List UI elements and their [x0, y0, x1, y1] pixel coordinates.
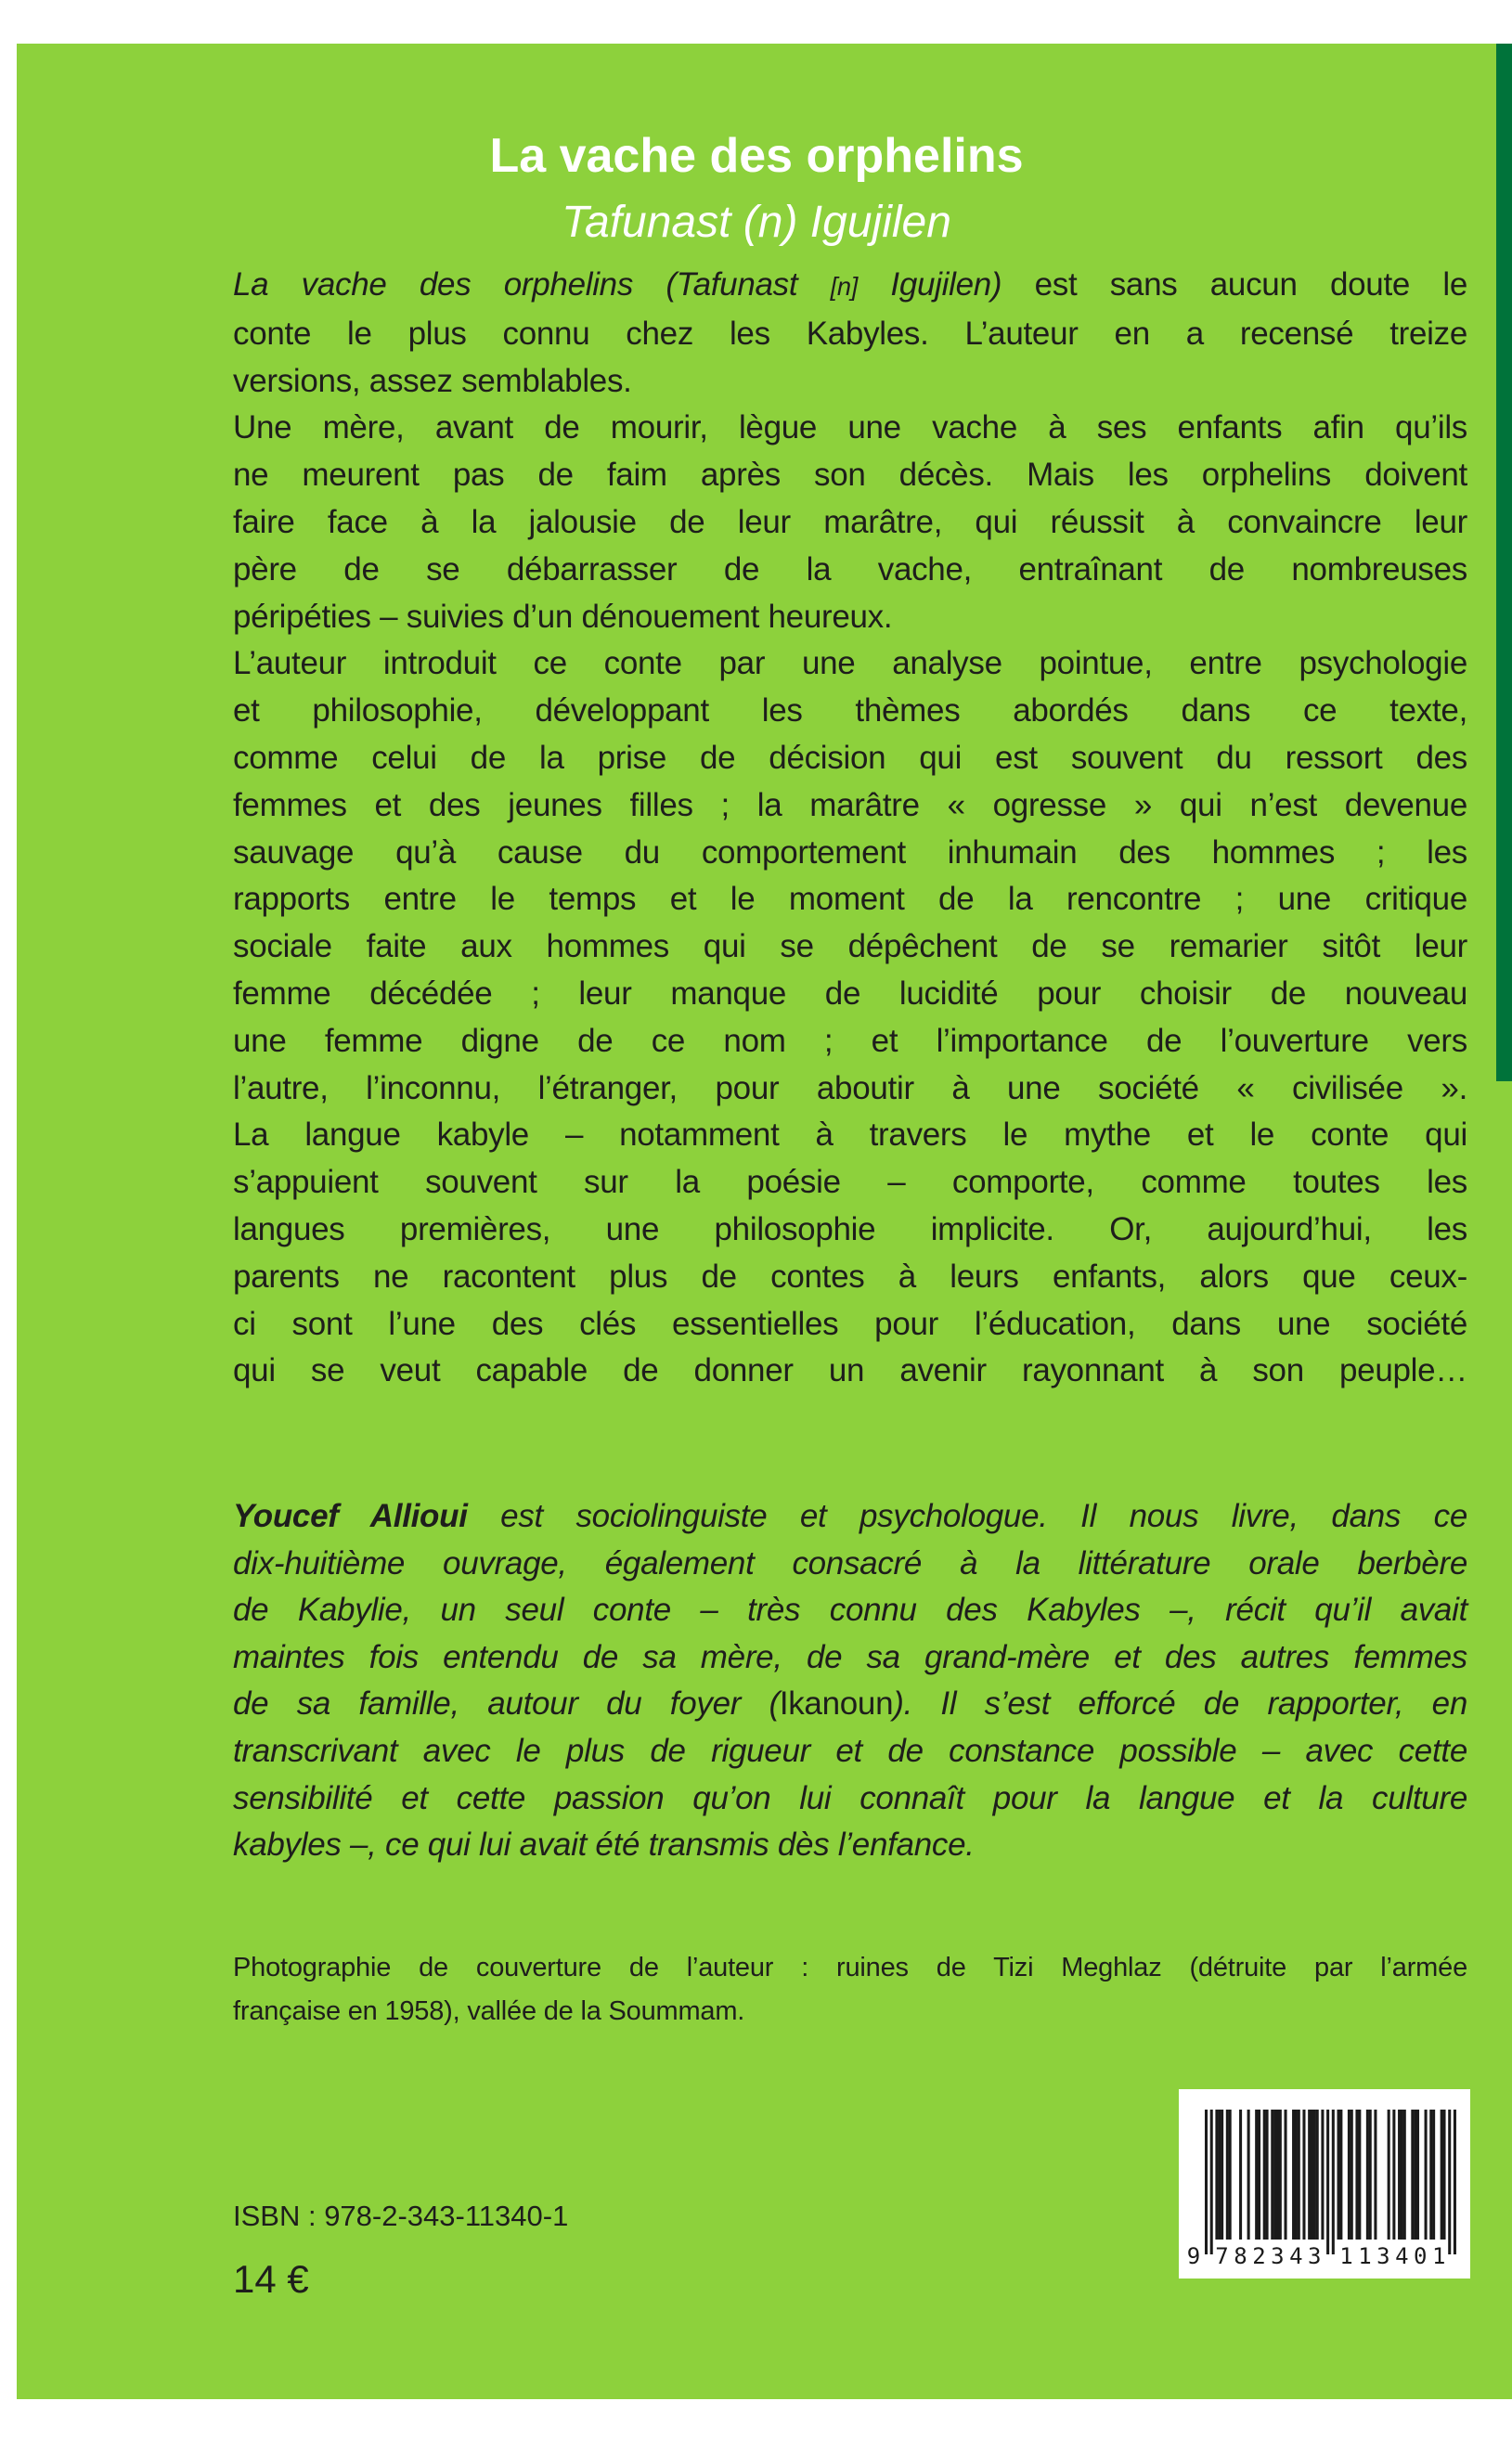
- text-segment: La vache des orphelins (Tafunast: [233, 266, 831, 303]
- barcode-digit: 3: [1308, 2243, 1322, 2269]
- book-title: La vache des orphelins: [489, 129, 1024, 183]
- text-segment: dix-huitième ouvrage, également consacré à la littérature orale berbère: [233, 1544, 1467, 1581]
- text-line: [233, 1348, 1467, 1395]
- barcode-digit: 4: [1395, 2243, 1409, 2269]
- text-line: [233, 1681, 1467, 1728]
- barcode-bar: [1398, 2110, 1401, 2240]
- barcode-bar: [1255, 2110, 1258, 2240]
- barcode-bar: [1221, 2110, 1223, 2240]
- barcode-bar: [1298, 2110, 1300, 2240]
- barcode-digit: 9: [1186, 2243, 1201, 2269]
- barcode-bar: [1215, 2110, 1218, 2240]
- barcode-bar: [1321, 2110, 1324, 2240]
- text-segment: père de se débarrasser de la vache, entraînant de nombreuses: [233, 550, 1467, 587]
- text-line: [233, 1587, 1467, 1634]
- text-line: [233, 1018, 1467, 1065]
- text-segment: langues premières, une philosophie implicite. Or, aujourd’hui, les: [233, 1210, 1467, 1247]
- barcode-bar: [1411, 2110, 1414, 2240]
- barcode-bar: [1218, 2110, 1221, 2240]
- text-segment: parents ne racontent plus de contes à leurs enfants, alors que ceux-: [233, 1258, 1467, 1295]
- barcode-bar: [1292, 2110, 1295, 2240]
- text-segment: française en 1958), vallée de la Soummam.: [233, 1996, 745, 2026]
- blurb-text: [233, 262, 1467, 1395]
- text-segment: sauvage qu’à cause du comportement inhumain des hommes ; les: [233, 833, 1467, 871]
- text-segment: péripéties – suivies d’un dénouement heureux.: [233, 598, 893, 635]
- isbn: ISBN : 978-2-343-11340-1: [233, 2200, 569, 2232]
- barcode-bar: [1388, 2110, 1390, 2240]
- barcode-bar: [1263, 2110, 1266, 2240]
- text-line: [233, 1207, 1467, 1254]
- barcode-digit: 7: [1215, 2243, 1229, 2269]
- barcode-bar: [1295, 2110, 1298, 2240]
- barcode-bar: [1432, 2110, 1435, 2240]
- text-segment: ne meurent pas de faim après son décès. Mais les orphelins doivent: [233, 457, 1467, 494]
- text-segment: sociale faite aux hommes qui se dépêchent de se remarier sitôt leur: [233, 928, 1467, 965]
- text-line: [233, 876, 1467, 923]
- text-segment: Igujilen): [858, 266, 1002, 303]
- barcode-bar: [1443, 2110, 1446, 2240]
- text-segment: comme celui de la prise de décision qui est souvent du ressort des: [233, 739, 1467, 776]
- text-line: [233, 640, 1467, 688]
- text-segment: ci sont l’une des clés essentielles pour l’éducation, dans une société: [233, 1305, 1467, 1342]
- text-segment: femme décédée ; leur manque de lucidité pour choisir de nouveau: [233, 975, 1467, 1012]
- text-line: [233, 688, 1467, 735]
- text-segment: [n]: [830, 272, 859, 301]
- text-line: [233, 452, 1467, 499]
- book-subtitle: Tafunast (n) Igujilen: [562, 198, 951, 247]
- barcode-bar: [1429, 2110, 1432, 2240]
- barcode-bar: [1350, 2110, 1353, 2240]
- text-line: [233, 1254, 1467, 1301]
- barcode-bar: [1229, 2110, 1232, 2240]
- text-segment: La langue kabyle – notamment à travers le mythe et le conte qui: [233, 1117, 1467, 1154]
- barcode-bar: [1273, 2110, 1276, 2240]
- text-line: [233, 1112, 1467, 1159]
- text-line: [233, 971, 1467, 1018]
- barcode-bar: [1366, 2110, 1369, 2240]
- text-segment: L’auteur introduit ce conte par une analyse pointue, entre psychologie: [233, 645, 1467, 682]
- barcode-digit: 2: [1252, 2243, 1266, 2269]
- barcode-digit: 3: [1271, 2243, 1285, 2269]
- text-segment: une femme digne de ce nom ; et l’importance de l’ouverture vers: [233, 1022, 1467, 1059]
- barcode-bar: [1414, 2110, 1416, 2240]
- barcode-bar: [1332, 2110, 1335, 2254]
- barcode-bar: [1348, 2110, 1350, 2240]
- text-line: [233, 594, 1467, 641]
- text-line: [233, 499, 1467, 547]
- barcode-bar: [1401, 2110, 1403, 2240]
- barcode-bar: [1276, 2110, 1279, 2240]
- barcode-digit: 4: [1289, 2243, 1303, 2269]
- barcode-bar: [1339, 2110, 1342, 2240]
- barcode-digit: 3: [1376, 2243, 1390, 2269]
- text-segment: Ikanoun: [779, 1685, 894, 1723]
- text-line: [233, 1493, 1467, 1541]
- text-segment: kabyles –, ce qui lui avait été transmis dès l’enfance.: [233, 1827, 975, 1864]
- text-segment: de sa famille, autour du foyer (: [233, 1685, 780, 1723]
- text-segment: Une mère, avant de mourir, lègue une vache à ses enfants afin qu’ils: [233, 409, 1467, 446]
- barcode-bar: [1205, 2110, 1208, 2254]
- barcode-bar: [1258, 2110, 1260, 2240]
- text-line: [233, 547, 1467, 594]
- barcode-bar: [1425, 2110, 1428, 2240]
- barcode-digit: 1: [1431, 2243, 1446, 2269]
- text-line: [233, 262, 1467, 311]
- barcode-bar: [1308, 2110, 1311, 2240]
- text-line: [233, 1065, 1467, 1113]
- text-segment: s’appuient souvent sur la poésie – comporte, comme toutes les: [233, 1164, 1467, 1201]
- text-segment: femmes et des jeunes filles ; la marâtre « ogresse » qui n’est devenue: [233, 786, 1467, 823]
- barcode-digit: 1: [1339, 2243, 1353, 2269]
- text-segment: de Kabylie, un seul conte – très connu des Kabyles –, récit qu’il avait: [233, 1592, 1467, 1629]
- text-segment: et philosophie, développant les thèmes abordés dans ce texte,: [233, 692, 1467, 729]
- text-segment: conte le plus connu chez les Kabyles. L’auteur en a recensé treize: [233, 315, 1467, 352]
- barcode-bar: [1285, 2110, 1287, 2240]
- barcode-bar: [1454, 2110, 1456, 2254]
- barcode-bar: [1210, 2110, 1213, 2254]
- text-line: [233, 311, 1467, 358]
- barcode-bar: [1338, 2110, 1340, 2240]
- author-bio: [233, 1493, 1467, 1869]
- barcode-bar: [1313, 2110, 1316, 2240]
- barcode-bar: [1392, 2110, 1395, 2240]
- text-segment: Photographie de couverture de l’auteur : ruines de Tizi Meghlaz (détruite par l’armée: [233, 1953, 1467, 1982]
- barcode-bar: [1271, 2110, 1273, 2240]
- barcode-bar: [1441, 2110, 1443, 2240]
- barcode-bar: [1266, 2110, 1269, 2240]
- barcode-bar: [1311, 2110, 1313, 2240]
- text-segment: l’autre, l’inconnu, l’étranger, pour aboutir à une société « civilisée ».: [233, 1069, 1467, 1106]
- text-segment: est sociolinguiste et psychologue. Il nous livre, dans ce: [467, 1498, 1467, 1534]
- barcode-bar: [1239, 2110, 1242, 2240]
- barcode-bar: [1448, 2110, 1451, 2254]
- barcode-graphic: [1179, 2089, 1470, 2279]
- barcode-digit: 8: [1234, 2243, 1247, 2269]
- barcode-bar: [1247, 2110, 1250, 2240]
- spine-stripe: [1496, 44, 1512, 1081]
- barcode-bar: [1374, 2110, 1376, 2240]
- barcode-bar: [1316, 2110, 1319, 2240]
- barcode-digit: 1: [1358, 2243, 1372, 2269]
- barcode-digit: 0: [1414, 2243, 1428, 2269]
- text-line: [233, 830, 1467, 877]
- text-segment: est sans aucun doute le: [1002, 266, 1467, 303]
- text-segment: maintes fois entendu de sa mère, de sa grand-mère et des autres femmes: [233, 1638, 1467, 1675]
- text-segment: rapports entre le temps et le moment de la rencontre ; une critique: [233, 881, 1467, 918]
- barcode-bar: [1416, 2110, 1419, 2240]
- text-segment: Youcef Allioui: [233, 1498, 468, 1534]
- text-line: [233, 405, 1467, 452]
- barcode-bar: [1358, 2110, 1361, 2240]
- text-line: [233, 1990, 1467, 2033]
- text-segment: faire face à la jalousie de leur marâtre, qui réussit à convaincre leur: [233, 503, 1467, 540]
- text-line: [233, 1728, 1467, 1775]
- barcode-bar: [1326, 2110, 1329, 2254]
- isbn-barcode: [1179, 2089, 1470, 2279]
- barcode-bar: [1302, 2110, 1305, 2240]
- barcode-bar: [1226, 2110, 1229, 2240]
- text-segment: ). Il s’est efforcé de rapporter, en: [893, 1685, 1467, 1723]
- barcode-bar: [1279, 2110, 1282, 2240]
- text-line: [233, 1541, 1467, 1588]
- text-line: [233, 1301, 1467, 1349]
- text-line: [233, 1822, 1467, 1869]
- photo-credit: [233, 1946, 1467, 2033]
- text-line: [233, 1159, 1467, 1207]
- text-line: [233, 923, 1467, 971]
- barcode-bar: [1369, 2110, 1372, 2240]
- text-segment: qui se veut capable de donner un avenir rayonnant à son peuple…: [233, 1352, 1467, 1389]
- text-line: [233, 1775, 1467, 1823]
- price: 14 €: [233, 2257, 309, 2301]
- barcode-bar: [1355, 2110, 1358, 2240]
- text-segment: transcrivant avec le plus de rigueur et de constance possible – avec cette: [233, 1732, 1467, 1769]
- text-line: [233, 735, 1467, 782]
- text-line: [233, 1946, 1467, 1990]
- text-line: [233, 1634, 1467, 1682]
- text-segment: versions, assez semblables.: [233, 362, 632, 399]
- text-segment: sensibilité et cette passion qu’on lui connaît pour la langue et la culture: [233, 1779, 1467, 1816]
- barcode-bar: [1403, 2110, 1406, 2240]
- text-line: [233, 358, 1467, 406]
- text-line: [233, 782, 1467, 830]
